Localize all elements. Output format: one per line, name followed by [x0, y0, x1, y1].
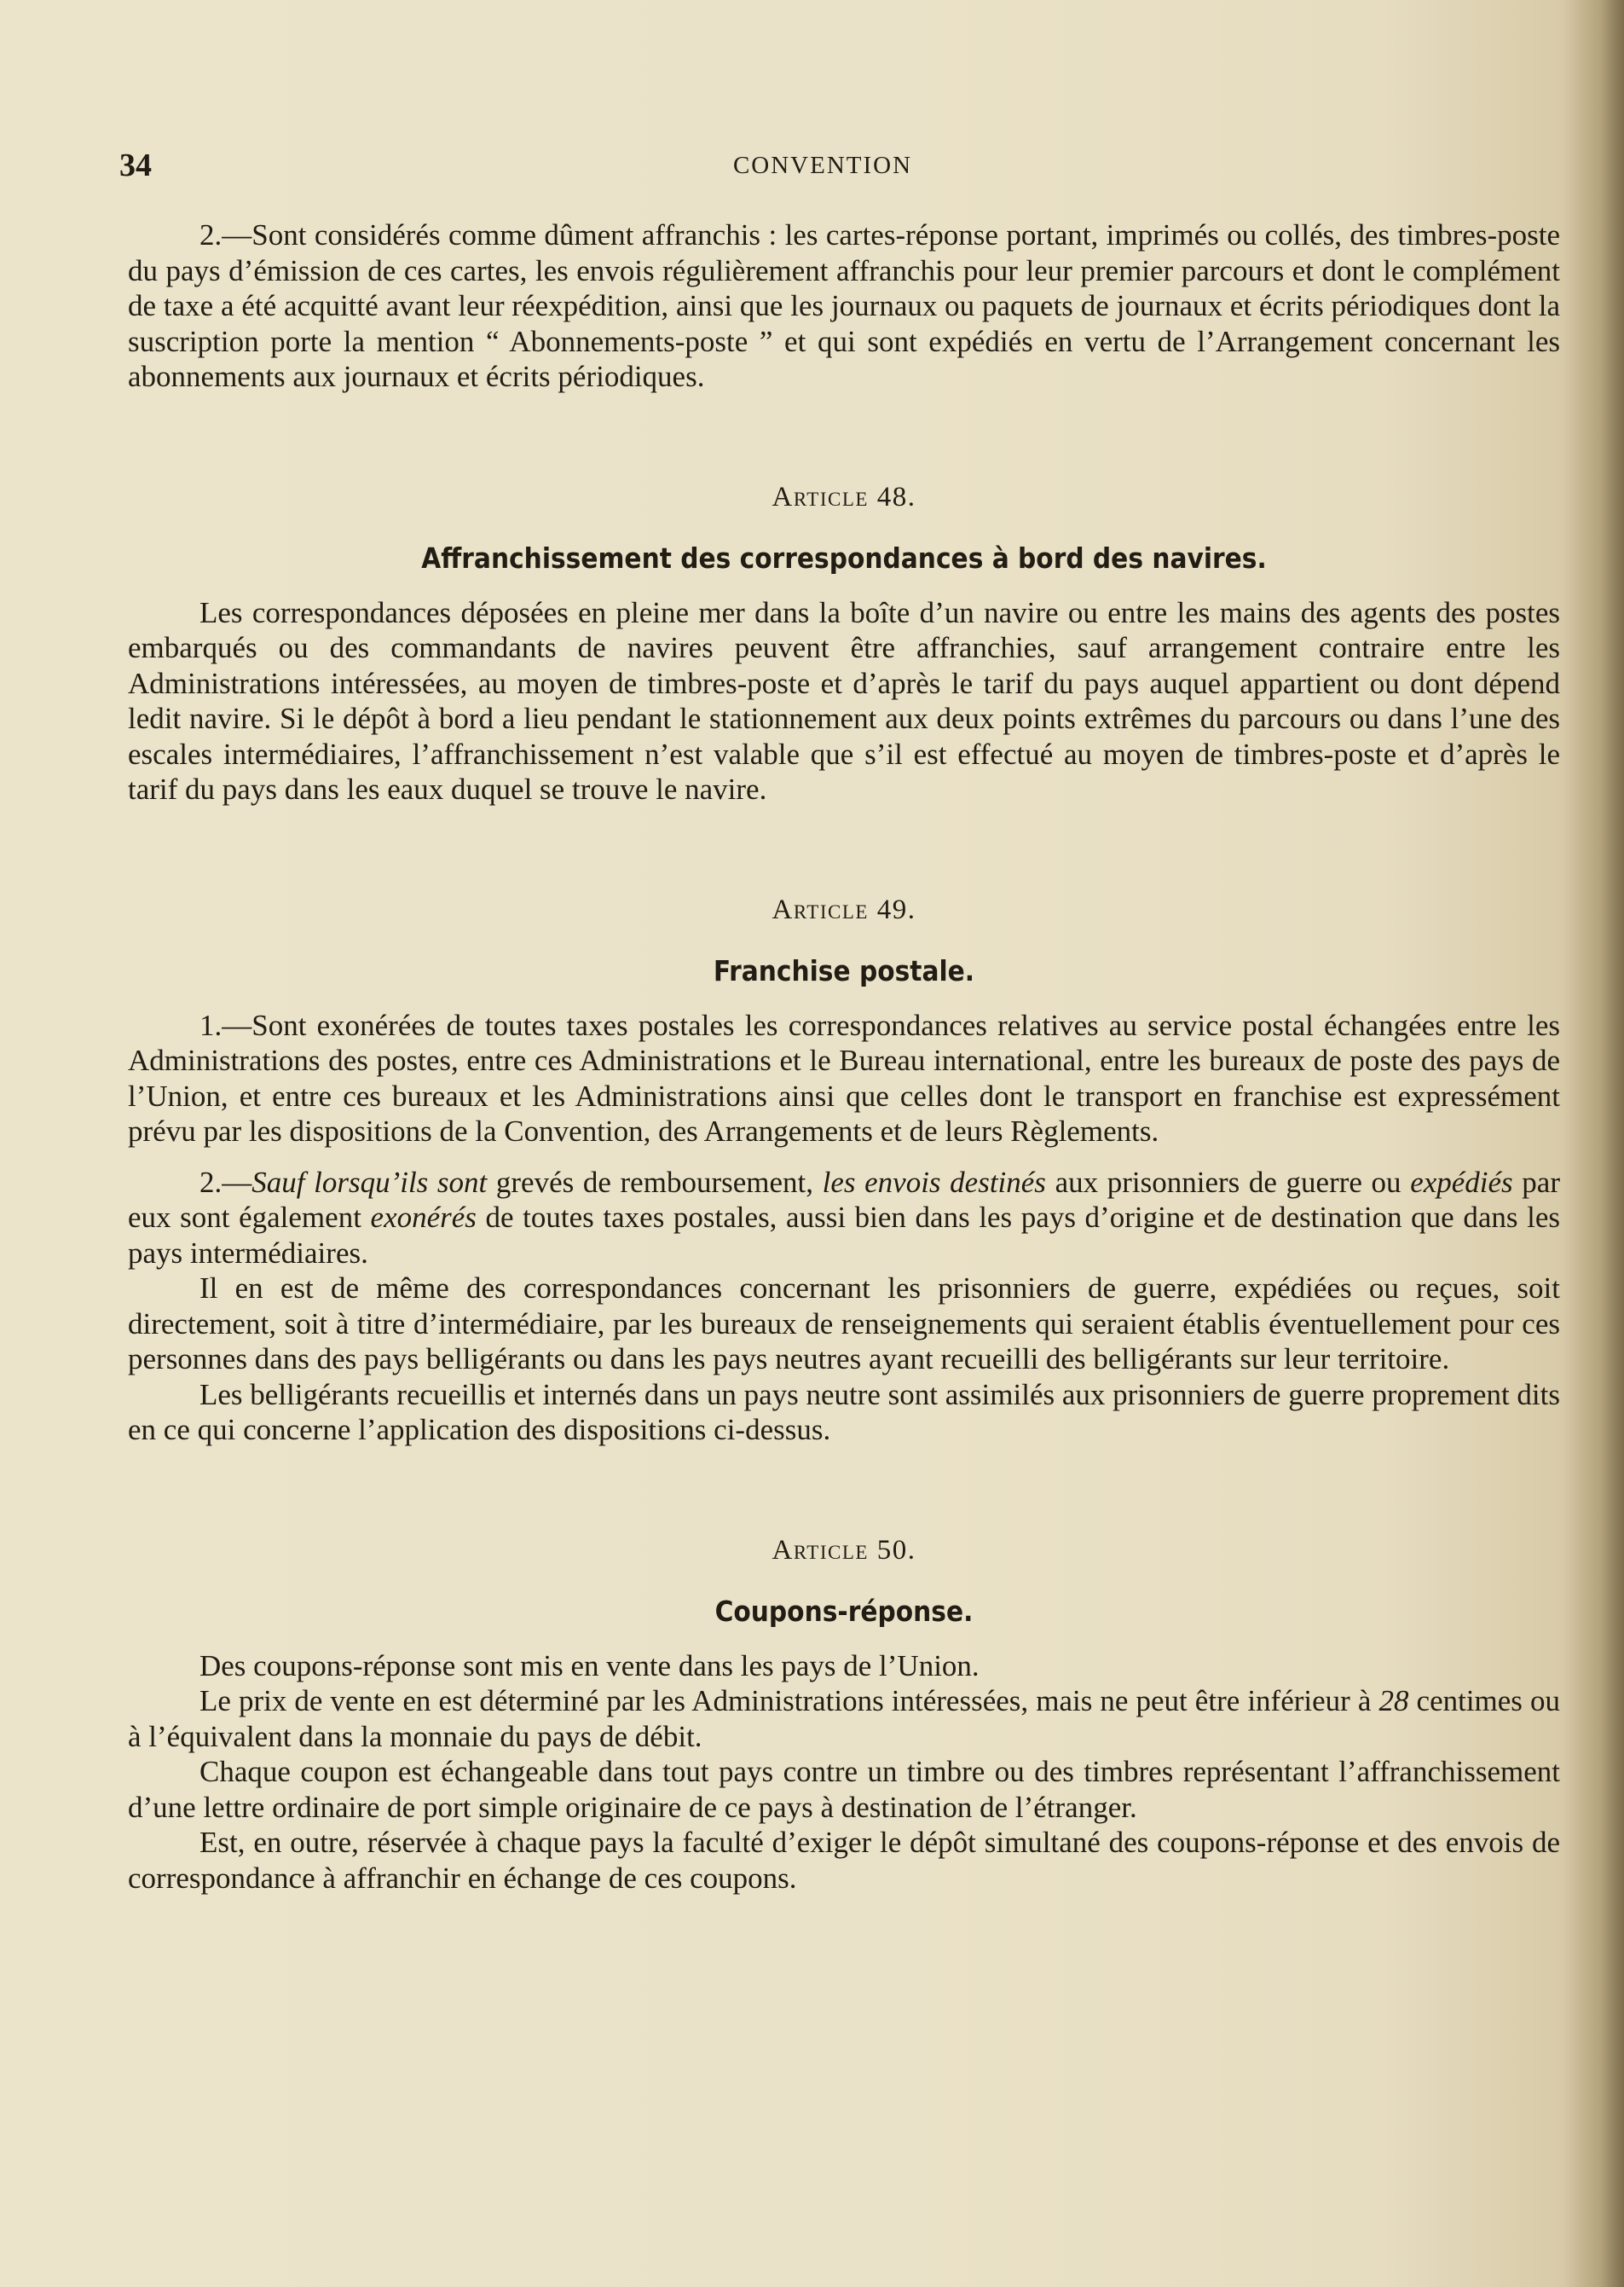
document-body [128, 217, 1560, 1896]
article-48-paragraph: Les correspondances déposées en pleine mer dans la boîte d’un navire ou entre les mains des agents des postes embarqués ou des commandants de navires peuvent être affranchies, sauf arrangement contraire entre les Administrations intéressées, au moyen de timbres-poste et d’après le tarif du pays auquel appartient ou dont dépend ledit navire. Si le dépôt à bord a lieu pendant le stationnement aux deux points extrêmes du parcours ou dans l’une des escales intermédiaires, l’affranchissement n’est valable que s’il est effectué au moyen de timbres-poste et d’après le tarif du pays dans les eaux duquel se trouve le navire. [128, 595, 1560, 806]
italic-run: exonérés [370, 1201, 477, 1234]
text-run: de toutes taxes postales, aussi bien dans les pays d’origine et de destination que dans les pays intermédiaires. [128, 1201, 1560, 1270]
article-50-paragraph-1: Des coupons-réponse sont mis en vente dans les pays de l’Union. [199, 1648, 980, 1682]
article-50-paragraph-4: Est, en outre, réservée à chaque pays la faculté d’exiger le dépôt simultané des coupons-réponse et des envois de correspondance à affranchir en échange de ces coupons. [128, 1826, 1560, 1895]
text-run: aux prisonniers de guerre ou [1045, 1165, 1411, 1199]
text-run: par eux sont également [128, 1165, 1560, 1234]
article-49-paragraph-1: 1.—Sont exonérées de toutes taxes postales les correspondances relatives au service postal échangées entre les Administrations des postes, entre ces Administrations et le Bureau international, entre les bureaux de poste des pays de l’Union, et entre ces bureaux et les Administrations ainsi que celles dont le transport en franchise est expressément prévu par les dispositions de la Convention, des Arrangements et de leurs Règlements. [128, 1008, 1560, 1148]
page-header [119, 147, 1526, 189]
article-49-paragraph-2 [128, 1165, 1560, 1271]
text-run: grevés de remboursement, [487, 1165, 823, 1199]
article-49-heading: Article 49. [772, 894, 916, 925]
italic-run: les envois destinés [822, 1165, 1046, 1199]
page-gutter-shadow [1564, 0, 1624, 2287]
running-head: CONVENTION [732, 152, 913, 179]
intro-paragraph: 2.—Sont considérés comme dûment affranchis : les cartes-réponse portant, imprimés ou collés, des timbres-poste du pays d’émission de ces cartes, les envois régulièrement affranchis pour leur premier parcours et dont le complément de taxe a été acquitté avant leur réexpédition, ainsi que les journaux ou paquets de journaux et écrits périodiques dont la suscription porte la mention “ Abonnements-poste ” et qui sont expédiés en vertu de l’Arrangement concernant les abonnements aux journaux et écrits périodiques. [128, 218, 1560, 393]
article-50-title: Coupons-réponse. [714, 1595, 974, 1628]
article-49-title: Franchise postale. [713, 954, 975, 987]
article-48-heading: Article 48. [772, 481, 916, 512]
article-49-paragraph-4: Les belligérants recueillis et internés dans un pays neutre sont assimilés aux prisonniers de guerre proprement dits en ce qui concerne l’application des dispositions ci-dessus. [128, 1377, 1560, 1446]
italic-run: Sauf lorsqu’ils sont [251, 1165, 488, 1199]
article-50-paragraph-2 [128, 1683, 1560, 1754]
text-run: centimes ou à l’équivalent dans la monnaie du pays de débit. [128, 1684, 1560, 1753]
text-run: Le prix de vente en est déterminé par les Administrations intéressées, mais ne peut être inférieur à [199, 1684, 1379, 1717]
italic-run: expédiés [1410, 1165, 1513, 1199]
article-48-title: Affranchissement des correspondances à bord des navires. [421, 541, 1267, 575]
article-50-paragraph-3: Chaque coupon est échangeable dans tout pays contre un timbre ou des timbres représentant l’affranchissement d’une lettre ordinaire de port simple originaire de ce pays à destination de l’étranger. [128, 1755, 1560, 1824]
italic-run: 28 [1378, 1684, 1409, 1717]
article-50-heading: Article 50. [772, 1534, 916, 1566]
page-number: 34 [119, 148, 152, 183]
text-run: 2.— [199, 1165, 252, 1199]
article-49-paragraph-3: Il en est de même des correspondances concernant les prisonniers de guerre, expédiées ou reçues, soit directement, soit à titre d’intermédiaire, par les bureaux de renseignements qui seraient établis éventuellement pour ces personnes dans des pays belligérants ou dans les pays neutres ayant recueilli des belligérants sur leur territoire. [128, 1271, 1560, 1375]
